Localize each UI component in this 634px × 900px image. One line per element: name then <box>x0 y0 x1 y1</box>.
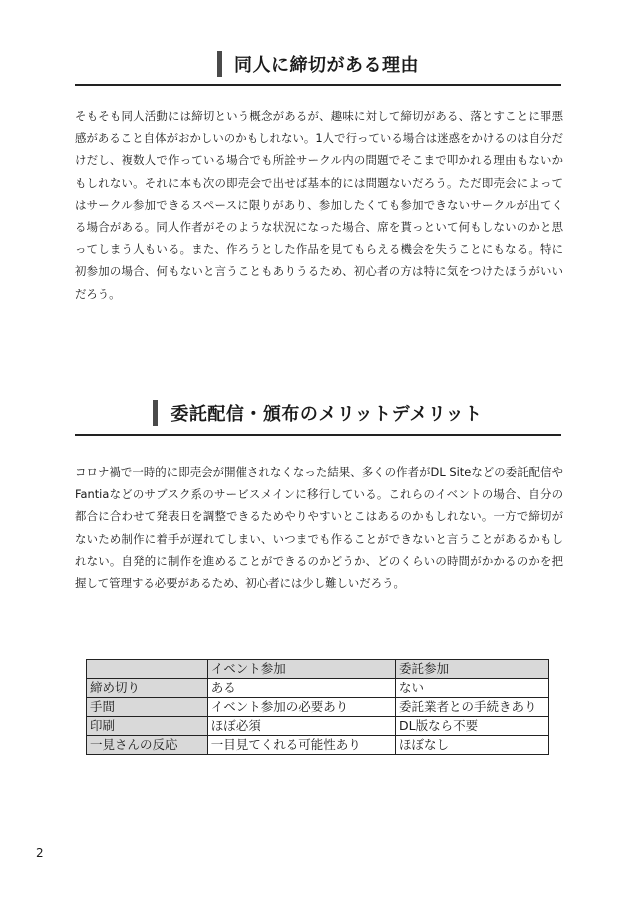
table-row <box>87 698 549 717</box>
section-title: 委託配信・頒布のメリットデメリット <box>170 404 483 425</box>
table-cell: ほぼ必須 <box>207 717 395 736</box>
table-row-label: 一見さんの反応 <box>87 736 208 755</box>
table-cell: 委託業者との手続きあり <box>396 698 549 717</box>
table-row-label: 印刷 <box>87 717 208 736</box>
table-cell: ある <box>207 679 395 698</box>
table-row-label: 締め切り <box>87 679 208 698</box>
section-heading-1 <box>75 44 561 86</box>
page-number: 2 <box>36 846 44 860</box>
comparison-table <box>86 659 549 755</box>
table-cell: DL版なら不要 <box>396 717 549 736</box>
section-title: 同人に締切がある理由 <box>234 55 419 76</box>
section-body-paragraph: コロナ禍で一時的に即売会が開催されなくなった結果、多くの作者がDL Siteなどの委託配信やFantiaなどのサブスク系のサービスメインに移行している。これらのイベントの場合、自分の都合に合わせて発表日を調整できるためやりやすいとこはあるのかもしれない。一方で締切がないため制作に着手が遅れてしまい、いつまでも作ることができないと言うことがあるかもしれない。自発的に制作を進めることができるのかどうか、どのくらいの時間がかかるのかを把握して管理する必要があるため、初心者には少し難しいだろう。 <box>75 465 563 591</box>
table-cell: ほぼなし <box>396 736 549 755</box>
table-row <box>87 717 549 736</box>
heading-marker-bar <box>217 51 222 77</box>
table-header-row <box>87 660 549 679</box>
heading-marker-bar <box>153 400 158 426</box>
section-heading-2 <box>75 392 561 436</box>
table-row-label: 手間 <box>87 698 208 717</box>
table-cell: ない <box>396 679 549 698</box>
table-header-cell: イベント参加 <box>207 660 395 679</box>
section-body-paragraph: そもそも同人活動には締切という概念があるが、趣味に対して締切がある、落とすことに罪悪感があること自体がおかしいのかもしれない。1人で行っている場合は迷惑をかけるのは自分だけだし、複数人で作っている場合でも所詮サークル内の問題でそこまで叩かれる理由もないかもしれない。それに本も次の即売会で出せば基本的には問題ないだろう。ただ即売会によってはサークル参加できるスペースに限りがあり、参加したくても参加できないサークルが出てくる場合がある。同人作者がそのような状況になった場合、席を貰っといて何もしないのかと思ってしまう人もいる。また、作ろうとした作品を見てもらえる機会を失うことにもなる。特に初参加の場合、何もないと言うこともありうるため、初心者の方は特に気をつけたほうがいいだろう。 <box>75 109 563 301</box>
table-cell: 一目見てくれる可能性あり <box>207 736 395 755</box>
table-row <box>87 679 549 698</box>
table-cell: イベント参加の必要あり <box>207 698 395 717</box>
table-header-cell: 委託参加 <box>396 660 549 679</box>
table-header-cell <box>87 660 208 679</box>
table-row <box>87 736 549 755</box>
